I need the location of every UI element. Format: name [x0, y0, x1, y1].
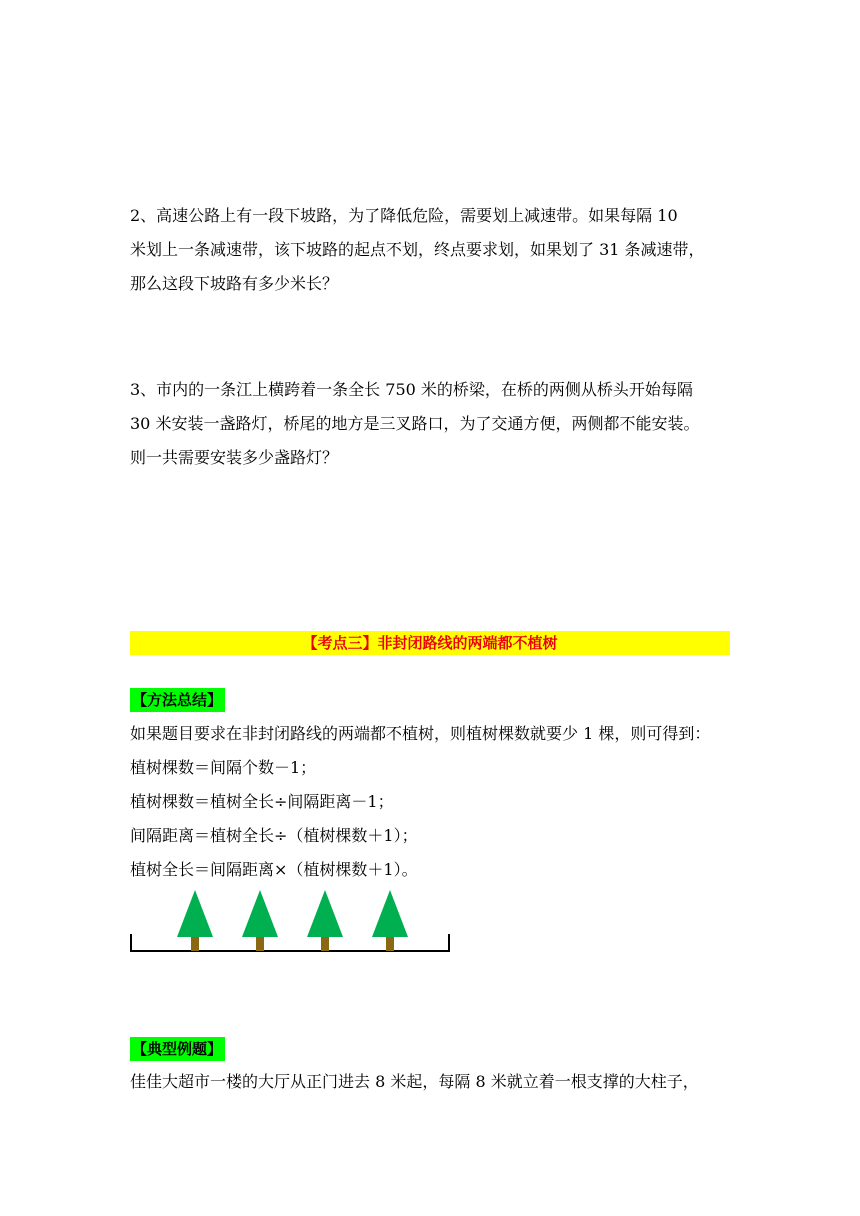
problem-3-line-2: 30 米安装一盏路灯，桥尾的地方是三叉路口，为了交通方便，两侧都不能安装。	[130, 414, 700, 433]
problem-3	[130, 373, 730, 475]
method-summary-tag: 【方法总结】	[130, 688, 225, 712]
problem-2	[130, 199, 730, 301]
tree-planting-diagram	[128, 886, 454, 958]
method-line-3: 植树棵数＝植树全长÷间隔距离－1；	[130, 792, 394, 811]
method-line-4: 间隔距离＝植树全长÷（植树棵数＋1）；	[130, 826, 418, 845]
example-line-1: 佳佳大超市一楼的大厅从正门进去 8 米起，每隔 8 米就立着一根支撑的大柱子，	[130, 1072, 699, 1091]
tree-icon	[372, 890, 408, 951]
method-line-2: 植树棵数＝间隔个数－1；	[130, 758, 317, 777]
problem-2-line-3: 那么这段下坡路有多少米长？	[130, 274, 339, 293]
example-tag: 【典型例题】	[130, 1037, 225, 1061]
tree-icon	[177, 890, 213, 951]
method-line-1: 如果题目要求在非封闭路线的两端都不植树，则植树棵数就要少 1 棵，则可得到：	[130, 724, 711, 743]
method-line-5: 植树全长＝间隔距离×（植树棵数＋1）。	[130, 860, 418, 879]
problem-2-line-2: 米划上一条减速带，该下坡路的起点不划，终点要求划，如果划了 31 条减速带，	[130, 240, 705, 259]
problem-3-line-1: 3、市内的一条江上横跨着一条全长 750 米的桥梁，在桥的两侧从桥头开始每隔	[130, 380, 693, 399]
section-title-banner: 【考点三】非封闭路线的两端都不植树	[130, 631, 730, 655]
tree-icon	[307, 890, 343, 951]
problem-2-line-1: 2、高速公路上有一段下坡路，为了降低危险，需要划上减速带。如果每隔 10	[130, 206, 678, 225]
tree-icon	[242, 890, 278, 951]
problem-3-line-3: 则一共需要安装多少盏路灯？	[130, 448, 339, 467]
